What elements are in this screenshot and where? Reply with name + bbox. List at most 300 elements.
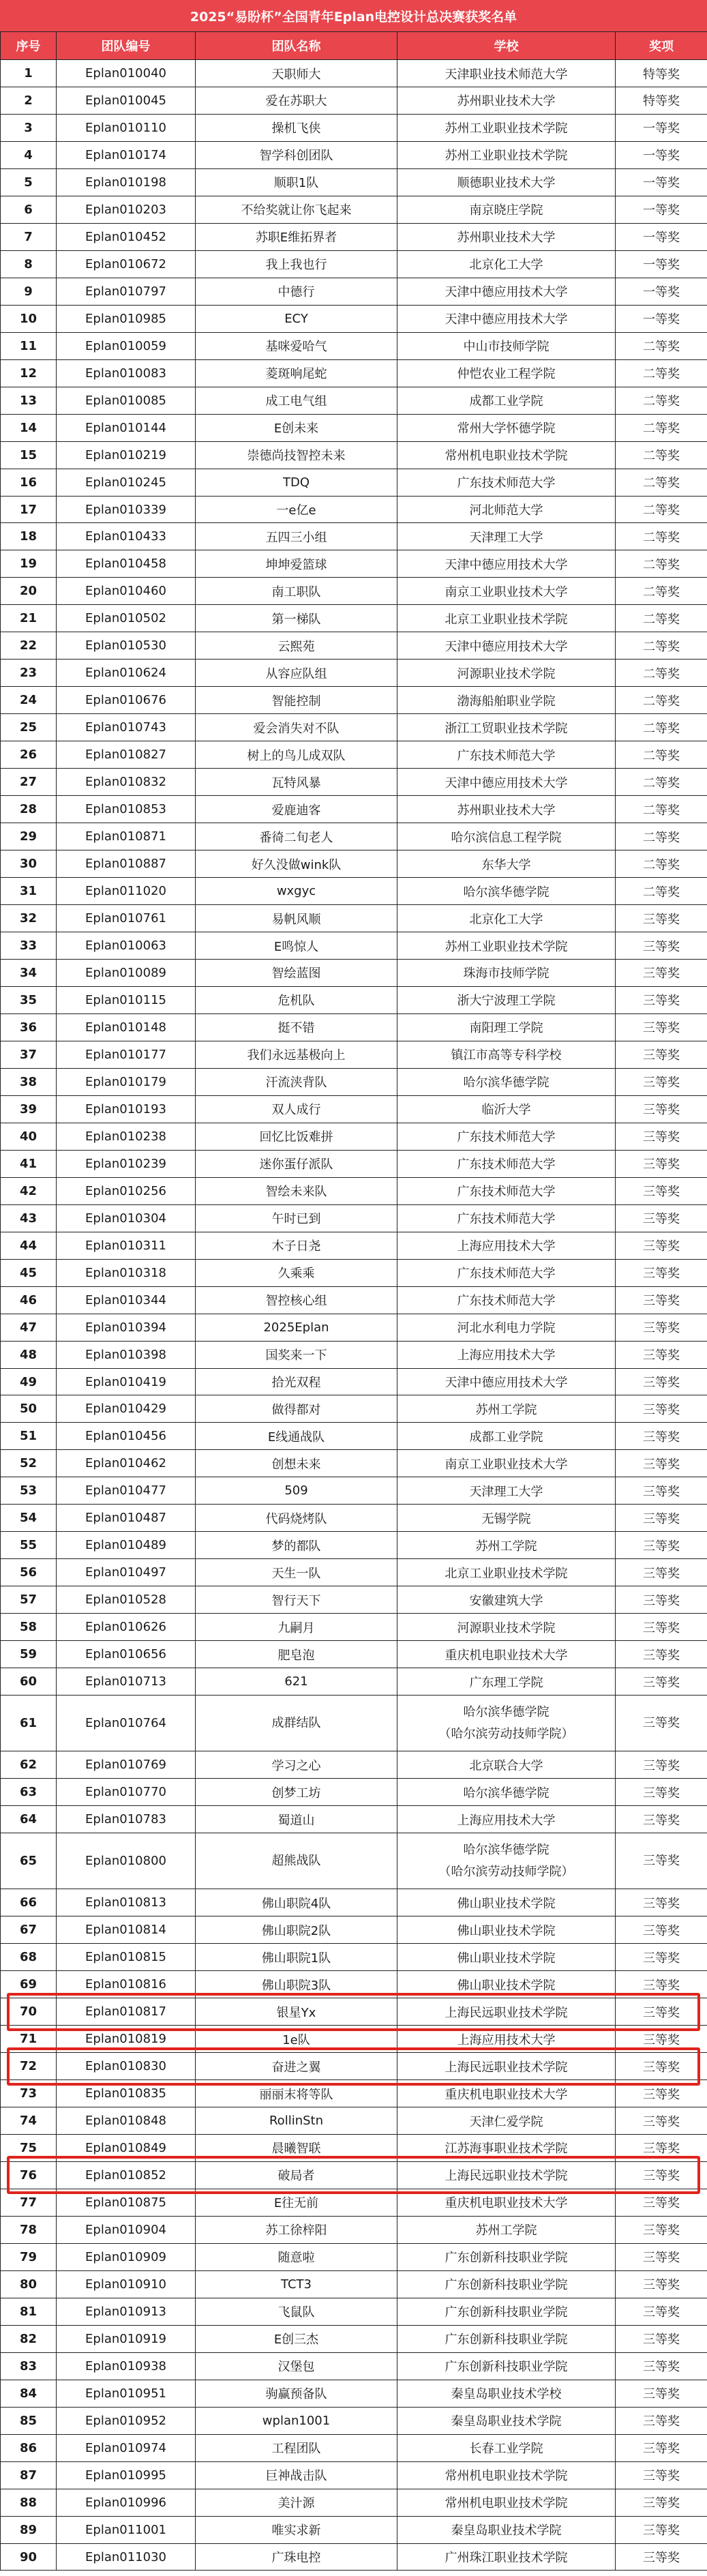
- cell-seq: 85: [1, 2407, 57, 2434]
- cell-school: 常州大学怀德学院: [397, 414, 616, 441]
- cell-school: 成都工业学院: [397, 387, 616, 414]
- cell-award: 三等奖: [616, 1944, 707, 1971]
- cell-award: 一等奖: [616, 278, 707, 305]
- cell-seq: 69: [1, 1971, 57, 1998]
- cell-seq: 65: [1, 1833, 57, 1889]
- table-row: [1, 660, 707, 687]
- cell-award: 二等奖: [616, 387, 707, 414]
- cell-school: 中山市技师学院: [397, 332, 616, 359]
- cell-team-id: Eplan010429: [57, 1395, 196, 1423]
- cell-award: 三等奖: [616, 1368, 707, 1395]
- cell-school: 渤海船舶职业学院: [397, 687, 616, 714]
- cell-seq: 66: [1, 1889, 57, 1916]
- table-row: [1, 605, 707, 632]
- cell-award: 三等奖: [616, 2461, 707, 2489]
- cell-award: 三等奖: [616, 1532, 707, 1559]
- cell-team-id: Eplan010489: [57, 1532, 196, 1559]
- cell-team-id: Eplan010995: [57, 2461, 196, 2489]
- table-row: [1, 523, 707, 550]
- cell-award: 三等奖: [616, 2189, 707, 2216]
- cell-award: 三等奖: [616, 2134, 707, 2161]
- cell-school: 哈尔滨华德学院: [397, 878, 616, 905]
- cell-award: 二等奖: [616, 414, 707, 441]
- cell-team-id: Eplan010875: [57, 2189, 196, 2216]
- table-row: [1, 496, 707, 523]
- cell-school: 浙大宁波理工学院: [397, 986, 616, 1013]
- cell-school: 苏州工学院: [397, 2216, 616, 2243]
- cell-team-name: 2025Eplan: [196, 1314, 397, 1341]
- table-row: [1, 1505, 707, 1532]
- cell-team-id: Eplan010817: [57, 1998, 196, 2026]
- cell-team-name: 随意啦: [196, 2243, 397, 2270]
- cell-team-name: 创梦工坊: [196, 1779, 397, 1806]
- col-header-team-name: 团队名称: [196, 32, 397, 60]
- cell-team-name: 智控核心组: [196, 1286, 397, 1314]
- cell-team-name: 学习之心: [196, 1751, 397, 1779]
- cell-team-name: 回忆比饭难拼: [196, 1123, 397, 1150]
- cell-team-id: Eplan010238: [57, 1123, 196, 1150]
- cell-team-id: Eplan010318: [57, 1259, 196, 1286]
- cell-team-name: wplan1001: [196, 2407, 397, 2434]
- cell-school: 河源职业技术学院: [397, 1614, 616, 1641]
- cell-team-name: 佛山职院4队: [196, 1889, 397, 1916]
- cell-award: 二等奖: [616, 796, 707, 823]
- cell-team-name: TDQ: [196, 469, 397, 496]
- cell-seq: 12: [1, 359, 57, 387]
- table-row: [1, 2161, 707, 2189]
- cell-team-name: 番徛二旬老人: [196, 823, 397, 850]
- cell-team-id: Eplan010083: [57, 359, 196, 387]
- table-row: [1, 1833, 707, 1889]
- cell-award: 三等奖: [616, 1916, 707, 1944]
- cell-seq: 14: [1, 414, 57, 441]
- cell-seq: 54: [1, 1505, 57, 1532]
- cell-seq: 79: [1, 2243, 57, 2270]
- cell-team-id: Eplan010256: [57, 1177, 196, 1204]
- cell-seq: 81: [1, 2298, 57, 2325]
- cell-team-name: 佛山职院2队: [196, 1916, 397, 1944]
- cell-award: 二等奖: [616, 332, 707, 359]
- cell-award: 三等奖: [616, 1806, 707, 1833]
- table-row: [1, 1423, 707, 1450]
- table-row: [1, 1450, 707, 1477]
- cell-team-name: 我们永远基极向上: [196, 1041, 397, 1068]
- cell-team-name: 爱在苏职大: [196, 87, 397, 114]
- cell-award: 三等奖: [616, 2434, 707, 2461]
- cell-team-id: Eplan010179: [57, 1068, 196, 1095]
- table-row: [1, 1586, 707, 1614]
- cell-award: 三等奖: [616, 1450, 707, 1477]
- table-row: [1, 1259, 707, 1286]
- cell-team-name: 挺不错: [196, 1013, 397, 1041]
- cell-team-id: Eplan010909: [57, 2243, 196, 2270]
- cell-team-name: 九嗣月: [196, 1614, 397, 1641]
- cell-seq: 75: [1, 2134, 57, 2161]
- cell-team-id: Eplan010528: [57, 1586, 196, 1614]
- table-row: [1, 414, 707, 441]
- cell-team-id: Eplan010456: [57, 1423, 196, 1450]
- cell-team-name: 拾光双程: [196, 1368, 397, 1395]
- cell-award: 二等奖: [616, 660, 707, 687]
- cell-seq: 21: [1, 605, 57, 632]
- cell-seq: 46: [1, 1286, 57, 1314]
- cell-award: 三等奖: [616, 1150, 707, 1177]
- cell-award: 三等奖: [616, 1696, 707, 1751]
- cell-team-name: 顺职1队: [196, 168, 397, 196]
- cell-team-id: Eplan010394: [57, 1314, 196, 1341]
- cell-seq: 8: [1, 250, 57, 278]
- awards-table: [0, 31, 707, 2571]
- cell-team-id: Eplan010832: [57, 769, 196, 796]
- table-row: [1, 1532, 707, 1559]
- cell-award: 三等奖: [616, 1041, 707, 1068]
- cell-seq: 87: [1, 2461, 57, 2489]
- cell-team-name: 一e亿e: [196, 496, 397, 523]
- cell-school: 哈尔滨华德学院: [397, 1068, 616, 1095]
- cell-team-id: Eplan010193: [57, 1095, 196, 1123]
- cell-team-name: 广珠电控: [196, 2543, 397, 2571]
- cell-team-id: Eplan010487: [57, 1505, 196, 1532]
- cell-award: 三等奖: [616, 1889, 707, 1916]
- cell-award: 二等奖: [616, 741, 707, 769]
- cell-award: 一等奖: [616, 223, 707, 250]
- cell-team-name: 做得都对: [196, 1395, 397, 1423]
- cell-team-name: E鸣惊人: [196, 932, 397, 960]
- cell-award: 一等奖: [616, 196, 707, 223]
- cell-team-id: Eplan010198: [57, 168, 196, 196]
- cell-school: 苏州工业职业技术学院: [397, 114, 616, 141]
- table-row: [1, 2216, 707, 2243]
- col-header-team-id: 团队编号: [57, 32, 196, 60]
- cell-team-id: Eplan010203: [57, 196, 196, 223]
- cell-seq: 4: [1, 141, 57, 168]
- cell-seq: 25: [1, 714, 57, 741]
- cell-school: 哈尔滨华德学院 （哈尔滨劳动技师学院）: [397, 1696, 616, 1751]
- cell-award: 三等奖: [616, 1177, 707, 1204]
- cell-award: 二等奖: [616, 850, 707, 878]
- cell-seq: 19: [1, 550, 57, 578]
- cell-team-id: Eplan010813: [57, 1889, 196, 1916]
- cell-seq: 80: [1, 2270, 57, 2298]
- cell-team-name: E往无前: [196, 2189, 397, 2216]
- cell-team-id: Eplan010952: [57, 2407, 196, 2434]
- cell-school: 南阳理工学院: [397, 1013, 616, 1041]
- table-row: [1, 1341, 707, 1368]
- table-row: [1, 469, 707, 496]
- cell-seq: 71: [1, 2026, 57, 2053]
- cell-school: 广东理工学院: [397, 1668, 616, 1696]
- cell-school: 广东技术师范大学: [397, 1123, 616, 1150]
- table-row: [1, 1204, 707, 1232]
- table-row: [1, 305, 707, 332]
- table-row: [1, 441, 707, 469]
- cell-school: 上海民远职业技术学院: [397, 2053, 616, 2080]
- table-row: [1, 168, 707, 196]
- cell-award: 三等奖: [616, 2161, 707, 2189]
- cell-team-name: 成工电气组: [196, 387, 397, 414]
- cell-seq: 90: [1, 2543, 57, 2571]
- cell-award: 三等奖: [616, 1068, 707, 1095]
- cell-team-name: 木子日尧: [196, 1232, 397, 1259]
- cell-team-name: 巨神战击队: [196, 2461, 397, 2489]
- cell-team-id: Eplan010502: [57, 605, 196, 632]
- cell-school: 天津理工大学: [397, 523, 616, 550]
- table-row: [1, 1314, 707, 1341]
- cell-team-name: 迷你蛋仔派队: [196, 1150, 397, 1177]
- cell-seq: 73: [1, 2080, 57, 2107]
- cell-team-name: 爱会消失对不队: [196, 714, 397, 741]
- cell-seq: 51: [1, 1423, 57, 1450]
- table-row: [1, 1668, 707, 1696]
- cell-seq: 72: [1, 2053, 57, 2080]
- cell-team-name: 南工职队: [196, 578, 397, 605]
- cell-team-id: Eplan010871: [57, 823, 196, 850]
- cell-school: 佛山职业技术学院: [397, 1889, 616, 1916]
- cell-seq: 76: [1, 2161, 57, 2189]
- cell-team-id: Eplan010110: [57, 114, 196, 141]
- cell-award: 三等奖: [616, 1833, 707, 1889]
- cell-school: 仲恺农业工程学院: [397, 359, 616, 387]
- table-row: [1, 2489, 707, 2516]
- table-row: [1, 359, 707, 387]
- cell-seq: 78: [1, 2216, 57, 2243]
- cell-school: 广东创新科技职业学院: [397, 2352, 616, 2380]
- cell-award: 三等奖: [616, 1971, 707, 1998]
- cell-school: 成都工业学院: [397, 1423, 616, 1450]
- cell-seq: 27: [1, 769, 57, 796]
- cell-team-name: 唯实求新: [196, 2516, 397, 2543]
- table-row: [1, 1806, 707, 1833]
- col-header-seq: 序号: [1, 32, 57, 60]
- cell-award: 三等奖: [616, 1314, 707, 1341]
- cell-team-id: Eplan010761: [57, 905, 196, 932]
- cell-seq: 30: [1, 850, 57, 878]
- cell-school: 哈尔滨华德学院 （哈尔滨劳动技师学院）: [397, 1833, 616, 1889]
- cell-team-id: Eplan010460: [57, 578, 196, 605]
- cell-team-id: Eplan010174: [57, 141, 196, 168]
- cell-team-name: 丽丽末将等队: [196, 2080, 397, 2107]
- table-row: [1, 332, 707, 359]
- cell-seq: 48: [1, 1341, 57, 1368]
- cell-award: 三等奖: [616, 2489, 707, 2516]
- table-row: [1, 1177, 707, 1204]
- cell-school: 佛山职业技术学院: [397, 1916, 616, 1944]
- table-row: [1, 223, 707, 250]
- cell-school: 天津职业技术师范大学: [397, 60, 616, 87]
- cell-award: 三等奖: [616, 1614, 707, 1641]
- cell-seq: 88: [1, 2489, 57, 2516]
- cell-school: 北京化工大学: [397, 905, 616, 932]
- cell-seq: 2: [1, 87, 57, 114]
- cell-team-name: 午时已到: [196, 1204, 397, 1232]
- cell-school: 临沂大学: [397, 1095, 616, 1123]
- cell-team-id: Eplan010219: [57, 441, 196, 469]
- table-row: [1, 2298, 707, 2325]
- cell-school: 广东创新科技职业学院: [397, 2298, 616, 2325]
- cell-school: 苏州工业职业技术学院: [397, 932, 616, 960]
- cell-school: 珠海市技师学院: [397, 959, 616, 986]
- cell-team-name: 危机队: [196, 986, 397, 1013]
- cell-school: 佛山职业技术学院: [397, 1944, 616, 1971]
- cell-team-name: 五四三小组: [196, 523, 397, 550]
- table-body: [1, 60, 707, 2571]
- cell-team-id: Eplan010672: [57, 250, 196, 278]
- cell-seq: 74: [1, 2107, 57, 2135]
- cell-award: 三等奖: [616, 1751, 707, 1779]
- cell-award: 二等奖: [616, 605, 707, 632]
- cell-award: 三等奖: [616, 986, 707, 1013]
- cell-award: 三等奖: [616, 1423, 707, 1450]
- cell-team-id: Eplan010816: [57, 1971, 196, 1998]
- cell-team-id: Eplan010311: [57, 1232, 196, 1259]
- cell-school: 天津中德应用技术大学: [397, 769, 616, 796]
- cell-seq: 62: [1, 1751, 57, 1779]
- cell-school: 天津中德应用技术大学: [397, 632, 616, 660]
- cell-team-id: Eplan010800: [57, 1833, 196, 1889]
- cell-award: 二等奖: [616, 632, 707, 660]
- cell-school: 无锡学院: [397, 1505, 616, 1532]
- table-row: [1, 1751, 707, 1779]
- cell-school: 江苏海事职业技术学院: [397, 2134, 616, 2161]
- cell-school: 东华大学: [397, 850, 616, 878]
- table-row: [1, 1998, 707, 2026]
- cell-team-name: 破局者: [196, 2161, 397, 2189]
- cell-school: 佛山职业技术学院: [397, 1971, 616, 1998]
- cell-seq: 23: [1, 660, 57, 687]
- cell-team-id: Eplan010938: [57, 2352, 196, 2380]
- cell-team-id: Eplan010059: [57, 332, 196, 359]
- cell-team-name: 从容应队组: [196, 660, 397, 687]
- cell-team-name: 苏职E维拓界者: [196, 223, 397, 250]
- cell-team-name: 智绘蓝图: [196, 959, 397, 986]
- cell-seq: 7: [1, 223, 57, 250]
- table-row: [1, 2134, 707, 2161]
- cell-school: 上海应用技术大学: [397, 1341, 616, 1368]
- cell-award: 三等奖: [616, 2270, 707, 2298]
- cell-team-id: Eplan010819: [57, 2026, 196, 2053]
- cell-team-name: 天生一队: [196, 1559, 397, 1586]
- cell-team-id: Eplan010676: [57, 687, 196, 714]
- cell-team-name: 基咪爱哈气: [196, 332, 397, 359]
- cell-seq: 89: [1, 2516, 57, 2543]
- table-row: [1, 1559, 707, 1586]
- cell-school: 河北水利电力学院: [397, 1314, 616, 1341]
- cell-award: 三等奖: [616, 905, 707, 932]
- cell-school: 广东创新科技职业学院: [397, 2325, 616, 2352]
- cell-team-id: Eplan010769: [57, 1751, 196, 1779]
- cell-seq: 1: [1, 60, 57, 87]
- cell-team-name: 爱鹿迪客: [196, 796, 397, 823]
- cell-seq: 86: [1, 2434, 57, 2461]
- cell-award: 三等奖: [616, 1477, 707, 1505]
- table-row: [1, 60, 707, 87]
- cell-school: 天津中德应用技术大学: [397, 1368, 616, 1395]
- cell-award: 三等奖: [616, 959, 707, 986]
- cell-team-name: 操机飞侠: [196, 114, 397, 141]
- cell-team-id: Eplan010462: [57, 1450, 196, 1477]
- cell-seq: 67: [1, 1916, 57, 1944]
- cell-team-id: Eplan011020: [57, 878, 196, 905]
- cell-team-id: Eplan010770: [57, 1779, 196, 1806]
- cell-school: 安徽建筑大学: [397, 1586, 616, 1614]
- cell-team-name: 工程团队: [196, 2434, 397, 2461]
- cell-seq: 36: [1, 1013, 57, 1041]
- cell-award: 三等奖: [616, 1641, 707, 1668]
- cell-team-id: Eplan010919: [57, 2325, 196, 2352]
- cell-seq: 55: [1, 1532, 57, 1559]
- cell-team-id: Eplan010830: [57, 2053, 196, 2080]
- cell-team-name: 好久没做wink队: [196, 850, 397, 878]
- cell-team-id: Eplan010974: [57, 2434, 196, 2461]
- cell-school: 南京工业职业技术大学: [397, 1450, 616, 1477]
- table-row: [1, 687, 707, 714]
- cell-award: 二等奖: [616, 359, 707, 387]
- cell-seq: 24: [1, 687, 57, 714]
- cell-award: 三等奖: [616, 2380, 707, 2407]
- cell-seq: 61: [1, 1696, 57, 1751]
- cell-school: 苏州工学院: [397, 1532, 616, 1559]
- cell-school: 广东技术师范大学: [397, 741, 616, 769]
- cell-award: 三等奖: [616, 932, 707, 960]
- cell-team-name: 久乘乘: [196, 1259, 397, 1286]
- cell-school: 广东技术师范大学: [397, 1286, 616, 1314]
- table-row: [1, 2543, 707, 2571]
- cell-award: 三等奖: [616, 2352, 707, 2380]
- cell-team-id: Eplan010743: [57, 714, 196, 741]
- cell-school: 天津理工大学: [397, 1477, 616, 1505]
- cell-award: 三等奖: [616, 1013, 707, 1041]
- cell-team-name: 智学科创团队: [196, 141, 397, 168]
- cell-team-name: RollinStn: [196, 2107, 397, 2135]
- cell-seq: 3: [1, 114, 57, 141]
- cell-award: 三等奖: [616, 2407, 707, 2434]
- table-row: [1, 741, 707, 769]
- cell-seq: 18: [1, 523, 57, 550]
- cell-seq: 43: [1, 1204, 57, 1232]
- cell-team-id: Eplan010815: [57, 1944, 196, 1971]
- cell-award: 三等奖: [616, 1586, 707, 1614]
- table-row: [1, 769, 707, 796]
- cell-school: 长春工业学院: [397, 2434, 616, 2461]
- cell-team-name: E创三杰: [196, 2325, 397, 2352]
- cell-seq: 31: [1, 878, 57, 905]
- cell-team-name: 蜀道山: [196, 1806, 397, 1833]
- sheet-title: 2025“易盼杯”全国青年Eplan电控设计总决赛获奖名单: [0, 0, 707, 31]
- cell-award: 三等奖: [616, 1998, 707, 2026]
- cell-team-id: Eplan010144: [57, 414, 196, 441]
- cell-award: 三等奖: [616, 1668, 707, 1696]
- cell-school: 广东技术师范大学: [397, 1259, 616, 1286]
- table-row: [1, 250, 707, 278]
- cell-seq: 11: [1, 332, 57, 359]
- table-row: [1, 2026, 707, 2053]
- table-row: [1, 1368, 707, 1395]
- cell-award: 三等奖: [616, 1123, 707, 1150]
- cell-school: 重庆机电职业技术大学: [397, 2080, 616, 2107]
- cell-team-id: Eplan010624: [57, 660, 196, 687]
- cell-team-name: 佛山职院3队: [196, 1971, 397, 1998]
- cell-school: 苏州职业技术大学: [397, 796, 616, 823]
- cell-seq: 47: [1, 1314, 57, 1341]
- cell-school: 苏州工学院: [397, 1395, 616, 1423]
- cell-school: 重庆机电职业技术大学: [397, 1641, 616, 1668]
- cell-award: 三等奖: [616, 2516, 707, 2543]
- cell-school: 广东创新科技职业学院: [397, 2243, 616, 2270]
- cell-school: 上海民远职业技术学院: [397, 1998, 616, 2026]
- cell-team-name: 不给奖就让你飞起来: [196, 196, 397, 223]
- cell-award: 二等奖: [616, 687, 707, 714]
- cell-team-id: Eplan010419: [57, 1368, 196, 1395]
